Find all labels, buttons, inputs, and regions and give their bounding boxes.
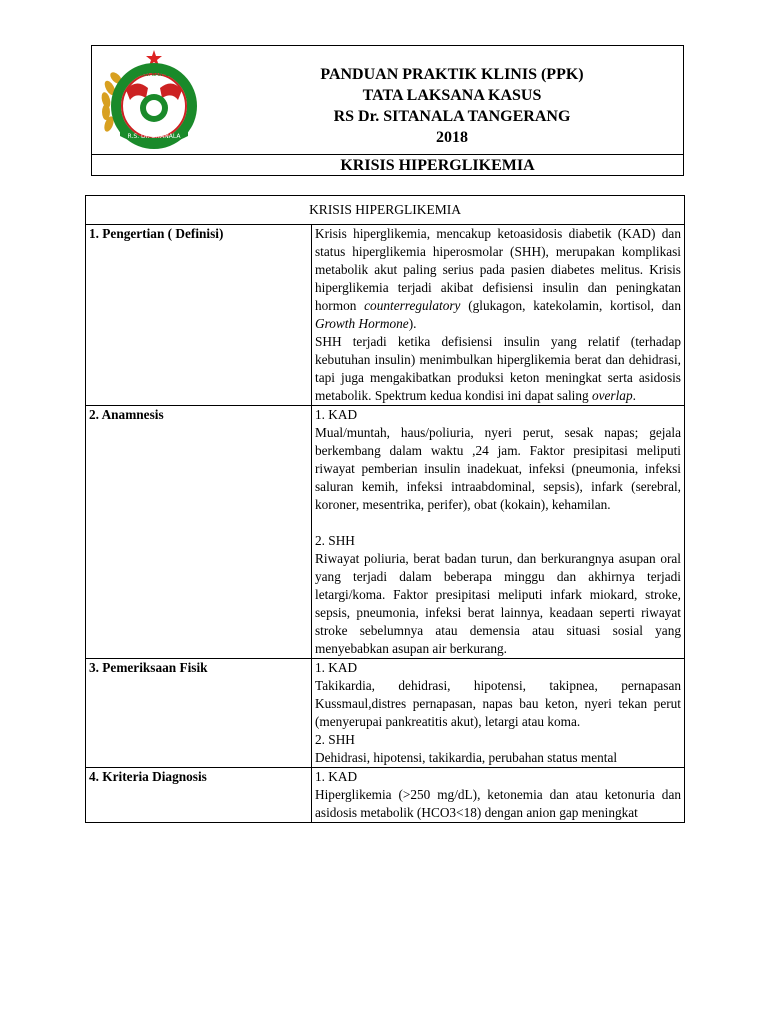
anamnesis-shh-heading: 2. SHH: [315, 533, 355, 548]
row-content-kriteria-diagnosis: [312, 768, 685, 823]
fisik-shh-text: Dehidrasi, hipotensi, takikardia, perubahan status mental: [315, 750, 618, 765]
title-line-3: RS Dr. SITANALA TANGERANG: [333, 108, 571, 125]
title-line-4: 2018: [436, 129, 468, 146]
table-row-anamnesis: [86, 406, 685, 659]
definition-term-growth-hormone: Growth Hormone: [315, 316, 409, 331]
definition-paragraph-2: [315, 333, 681, 405]
row-content-definisi: [312, 225, 685, 406]
title-line-2: TATA LAKSANA KASUS: [362, 87, 542, 104]
fisik-shh-heading: 2. SHH: [315, 732, 355, 747]
definition-text-5: .: [632, 388, 636, 403]
anamnesis-shh-text: Riwayat poliuria, berat badan turun, dan berkurangnya asupan oral yang terjadi dalam beberapa minggu dan akhirnya terjadi letargi/koma. Faktor presipitasi meliputi infark miokard, stroke, sepsis, pneumonia, infeksi berat lainnya, keadaan seperti riwayat stroke sebelumnya atau demensia atau situasi sosial yang menyebabkan asupan air berkurang.: [315, 551, 681, 656]
definition-term-overlap: overlap: [591, 388, 633, 403]
diagnosis-kad-text: Hiperglikemia (>250 mg/dL), ketonemia dan atau ketonuria dan asidosis metabolik (HCO3<18) dengan anion gap meningkat: [315, 787, 681, 820]
row-label-kriteria-diagnosis: 4. Kriteria Diagnosis: [86, 768, 312, 823]
document-title-block: [302, 64, 602, 148]
anamnesis-kad-text: Mual/muntah, haus/poliuria, nyeri perut, sesak napas; gejala berkembang dalam waktu ,24 jam. Faktor presipitasi meliputi riwayat pemberian insulin inadekuat, infeksi (pneumonia, infeksi saluran kemih, infeksi intraabdominal, sepsis), infark (serebral, koroner, mesentrika, perifer), obat (kokain), kehamilan.: [315, 425, 681, 512]
diagnosis-kad-heading: 1. KAD: [315, 769, 358, 784]
clinical-guide-table: [85, 195, 685, 823]
title-line-1: PANDUAN PRAKTIK KLINIS (PPK): [320, 66, 584, 83]
row-content-anamnesis: [312, 406, 685, 659]
document-header: [91, 45, 684, 176]
anamnesis-kad-heading: 1. KAD: [315, 407, 358, 422]
table-heading-row: [86, 196, 685, 225]
row-content-pemeriksaan-fisik: [312, 659, 685, 768]
definition-paragraph-1: [315, 225, 681, 333]
definition-text-2: (glukagon, katekolamin, kortisol, dan: [460, 298, 681, 313]
row-label-definisi: 1. Pengertian ( Definisi): [86, 225, 312, 406]
table-heading: KRISIS HIPERGLIKEMIA: [86, 196, 685, 225]
definition-text-4: SHH terjadi ketika defisiensi insulin yang relatif (terhadap kebutuhan insulin) menimbulkan hiperglikemia berat dan dehidrasi, tapi juga mengakibatkan produksi keton meningkat serta asidosis metabolik. Spektrum kedua kondisi ini dapat saling: [315, 334, 681, 403]
logo-text-top: PROV. BANTEN: [135, 72, 173, 78]
row-label-pemeriksaan-fisik: 3. Pemeriksaan Fisik: [86, 659, 312, 768]
hospital-logo-icon: [96, 48, 204, 156]
document-subtitle: KRISIS HIPERGLIKEMIA: [340, 157, 535, 174]
definition-term-counterregulatory: counterregulatory: [364, 298, 461, 313]
definition-text-3: ).: [408, 316, 417, 331]
logo-text-bottom: R.S. Dr. SITANALA: [127, 133, 181, 140]
table-row-definisi: [86, 225, 685, 406]
fisik-kad-heading: 1. KAD: [315, 660, 358, 675]
definition-text-1: Krisis hiperglikemia, mencakup ketoasidosis diabetik (KAD) dan status hiperglikemia hiperosmolar (SHH), merupakan komplikasi metabolik akut paling serius pada pasien diabetes melitus. Krisis hiperglikemia terjadi akibat defisiensi insulin dan peningkatan hormon: [315, 226, 681, 313]
table-row-kriteria-diagnosis: [86, 768, 685, 823]
table-row-pemeriksaan-fisik: [86, 659, 685, 768]
fisik-kad-text: Takikardia, dehidrasi, hipotensi, takipnea, pernapasan Kussmaul,distres pernapasan, napas bau keton, nyeri tekan perut (menyerupai pankreatitis akut), letargi atau koma.: [315, 678, 681, 729]
row-label-anamnesis: 2. Anamnesis: [86, 406, 312, 659]
